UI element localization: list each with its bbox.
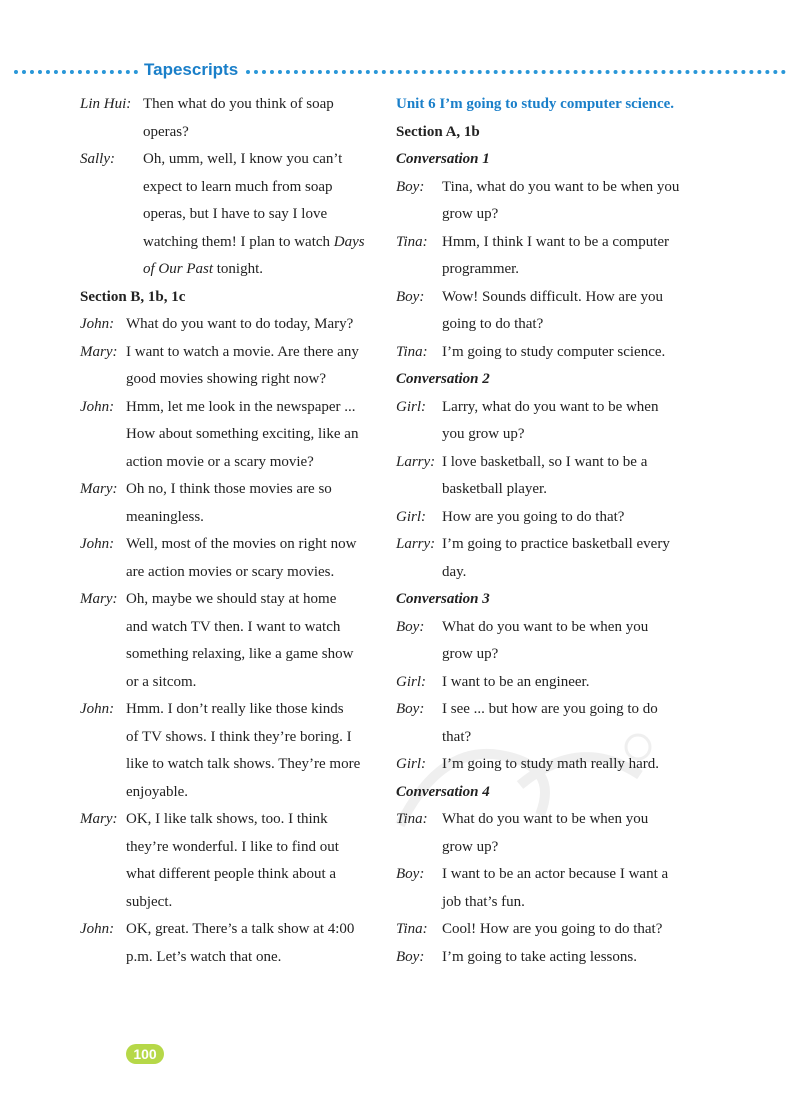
dialogue-line: [80, 724, 380, 752]
dialogue-text: watching them! I plan to watch Days: [143, 233, 365, 250]
dialogue-line: [80, 421, 380, 449]
dialogue-line: [396, 174, 696, 202]
speaker-label: Tina:: [396, 811, 428, 827]
speaker-label: Sally:: [80, 151, 115, 167]
dialogue-line: [80, 916, 380, 944]
dialogue-line: [80, 861, 380, 889]
dialogue-text: what different people think about a: [126, 866, 337, 882]
dialogue-text: going to do that?: [442, 316, 544, 332]
dialogue-line: [396, 861, 696, 889]
dialogue-line: [80, 834, 380, 862]
speaker-label: Tina:: [396, 343, 428, 360]
dialogue-text: of TV shows. I think they’re boring. I: [126, 728, 352, 745]
dialogue-text: subject.: [126, 893, 173, 910]
dialogue-text: I love basketball, so I want to be a: [442, 453, 648, 470]
dialogue-text: I’m going to practice basketball every: [442, 536, 670, 552]
dialogue-line: [396, 944, 696, 972]
dialogue-text: that?: [442, 728, 472, 745]
dialogue-text: or a sitcom.: [126, 673, 197, 690]
dialogue-line: [396, 889, 696, 917]
dialogue-line: [80, 449, 380, 477]
speaker-label: Mary:: [80, 811, 118, 827]
conversation-heading: Conversation 2: [396, 371, 490, 387]
speaker-label: Larry:: [396, 453, 436, 470]
dialogue-line: [80, 669, 380, 697]
dialogue-line: [80, 559, 380, 587]
dialogue-line: [80, 476, 380, 504]
italic-title-fragment: Days: [333, 233, 365, 250]
dialogue-line: [396, 916, 696, 944]
dialogue-line: [80, 91, 380, 119]
dialogue-text: operas, but I have to say I love: [143, 206, 328, 222]
dialogue-text: p.m. Let’s watch that one.: [126, 948, 282, 965]
dialogue-text: Well, most of the movies on right now: [126, 536, 357, 552]
page-number-badge: 100: [126, 1044, 164, 1064]
dialogue-line: [80, 614, 380, 642]
dialogue-text: Cool! How are you going to do that?: [442, 921, 663, 937]
speaker-label: Girl:: [396, 673, 426, 690]
speaker-label: Tina:: [396, 921, 428, 937]
page-header: [14, 58, 786, 84]
speaker-label: Girl:: [396, 398, 426, 415]
speaker-label: Tina:: [396, 233, 428, 250]
dialogue-line: [80, 146, 380, 174]
dialogue-text: I want to be an actor because I want a: [442, 866, 669, 882]
speaker-label: John:: [80, 316, 115, 332]
dialogue-text: Hmm. I don’t really like those kinds: [126, 701, 344, 717]
speaker-label: Boy:: [396, 866, 425, 882]
dialogue-line: [80, 119, 380, 147]
dialogue-text: basketball player.: [442, 481, 547, 497]
dialogue-line: [396, 201, 696, 229]
dialogue-text: action movie or a scary movie?: [126, 453, 314, 470]
speaker-label: John:: [80, 921, 115, 937]
dialogue-line: [396, 339, 696, 367]
header-title: Tapescripts: [144, 60, 239, 79]
dialogue-text: day.: [442, 563, 467, 580]
dialogue-text: good movies showing right now?: [126, 371, 326, 387]
unit-title: Unit 6 I’m going to study computer science.: [396, 96, 675, 112]
left-column: [80, 91, 380, 971]
dialogue-text: grow up?: [442, 206, 499, 222]
dialogue-text: OK, great. There’s a talk show at 4:00: [126, 921, 355, 937]
speaker-label: Boy:: [396, 948, 425, 965]
speaker-label: Lin Hui:: [80, 96, 132, 112]
dialogue-text: they’re wonderful. I like to find out: [126, 838, 339, 855]
dialogue-text: I’m going to take acting lessons.: [442, 948, 637, 965]
dialogue-line: [80, 201, 380, 229]
dialogue-line: [396, 284, 696, 312]
dialogue-line: [80, 229, 380, 257]
speaker-label: Boy:: [396, 178, 425, 195]
dialogue-line: [80, 944, 380, 972]
speaker-label: Boy:: [396, 288, 425, 305]
dialogue-line: [396, 669, 696, 697]
dialogue-line: [396, 449, 696, 477]
dialogue-text: Oh, umm, well, I know you can’t: [143, 151, 343, 167]
dialogue-line: [80, 779, 380, 807]
dialogue-text: are action movies or scary movies.: [126, 563, 335, 580]
dialogue-text: What do you want to be when you: [442, 811, 649, 827]
dialogue-text: grow up?: [442, 646, 499, 662]
dialogue-text: What do you want to be when you: [442, 618, 649, 635]
dialogue-text: Tina, what do you want to be when you: [442, 178, 680, 195]
dialogue-text: and watch TV then. I want to watch: [126, 618, 341, 635]
dialogue-line: [396, 641, 696, 669]
dialogue-line: [80, 174, 380, 202]
speaker-label: Mary:: [80, 481, 118, 497]
dialogue-text: Larry, what do you want to be when: [442, 398, 659, 415]
dialogue-text: something relaxing, like a game show: [126, 646, 354, 662]
dialogue-text: you grow up?: [442, 426, 525, 442]
dialogue-text: job that’s fun.: [442, 893, 525, 910]
dialogue-text: How are you going to do that?: [442, 508, 625, 525]
dialogue-line: [396, 696, 696, 724]
dialogue-text: expect to learn much from soap: [143, 178, 333, 195]
dialogue-text: OK, I like talk shows, too. I think: [126, 811, 328, 827]
dialogue-text: Oh no, I think those movies are so: [126, 481, 332, 497]
speaker-label: Mary:: [80, 591, 118, 607]
dialogue-text: like to watch talk shows. They’re more: [126, 756, 361, 772]
speaker-label: Girl:: [396, 508, 426, 525]
section-heading: Section B, 1b, 1c: [80, 288, 186, 305]
dialogue-text: programmer.: [442, 261, 520, 277]
dialogue-line: [396, 256, 696, 284]
dialogue-line: [80, 311, 380, 339]
dialogue-text: Hmm, I think I want to be a computer: [442, 233, 670, 250]
header-dots-left: [14, 70, 138, 74]
dialogue-line: [396, 504, 696, 532]
dialogue-line: [80, 504, 380, 532]
speaker-label: John:: [80, 701, 115, 717]
speaker-label: Girl:: [396, 756, 426, 772]
dialogue-line: [396, 531, 696, 559]
dialogue-line: [80, 531, 380, 559]
dialogue-text: I’m going to study math really hard.: [442, 756, 660, 772]
dialogue-line: [396, 421, 696, 449]
dialogue-line: [80, 339, 380, 367]
dialogue-text: meaningless.: [126, 508, 204, 525]
speaker-label: Boy:: [396, 618, 425, 635]
dialogue-text: I want to be an engineer.: [442, 673, 590, 690]
dialogue-line: [80, 641, 380, 669]
dialogue-text: I see ... but how are you going to do: [442, 701, 658, 717]
speaker-label: Larry:: [396, 536, 436, 552]
section-heading: Section A, 1b: [396, 123, 480, 140]
dialogue-text: How about something exciting, like an: [126, 426, 359, 442]
dialogue-text: grow up?: [442, 838, 499, 855]
dialogue-text: enjoyable.: [126, 783, 189, 800]
dialogue-line: [396, 229, 696, 257]
speaker-label: Mary:: [80, 343, 118, 360]
dialogue-text: I want to watch a movie. Are there any: [126, 343, 359, 360]
watermark-logo: [380, 725, 660, 845]
speaker-label: Boy:: [396, 701, 425, 717]
dialogue-line: [396, 476, 696, 504]
header-dots-right: [246, 70, 786, 74]
conversation-heading: Conversation 1: [396, 151, 490, 167]
dialogue-text: of Our Past tonight.: [143, 261, 264, 277]
dialogue-text: Wow! Sounds difficult. How are you: [442, 288, 663, 305]
dialogue-line: [80, 696, 380, 724]
dialogue-text: What do you want to do today, Mary?: [126, 316, 354, 332]
dialogue-text: I’m going to study computer science.: [442, 343, 666, 360]
dialogue-line: [80, 366, 380, 394]
dialogue-line: [80, 586, 380, 614]
dialogue-line: [396, 394, 696, 422]
dialogue-line: [80, 256, 380, 284]
speaker-label: John:: [80, 398, 115, 415]
dialogue-text: operas?: [143, 123, 189, 140]
dialogue-text: Oh, maybe we should stay at home: [126, 591, 337, 607]
conversation-heading: Conversation 4: [396, 783, 490, 800]
dialogue-text: Hmm, let me look in the newspaper ...: [126, 398, 356, 415]
dialogue-line: [80, 806, 380, 834]
dialogue-line: [80, 751, 380, 779]
conversation-heading: Conversation 3: [396, 591, 490, 607]
dialogue-line: [396, 311, 696, 339]
dialogue-line: [80, 889, 380, 917]
speaker-label: John:: [80, 536, 115, 552]
dialogue-text: Then what do you think of soap: [143, 96, 334, 112]
dialogue-line: [396, 559, 696, 587]
dialogue-line: [80, 394, 380, 422]
dialogue-line: [396, 614, 696, 642]
